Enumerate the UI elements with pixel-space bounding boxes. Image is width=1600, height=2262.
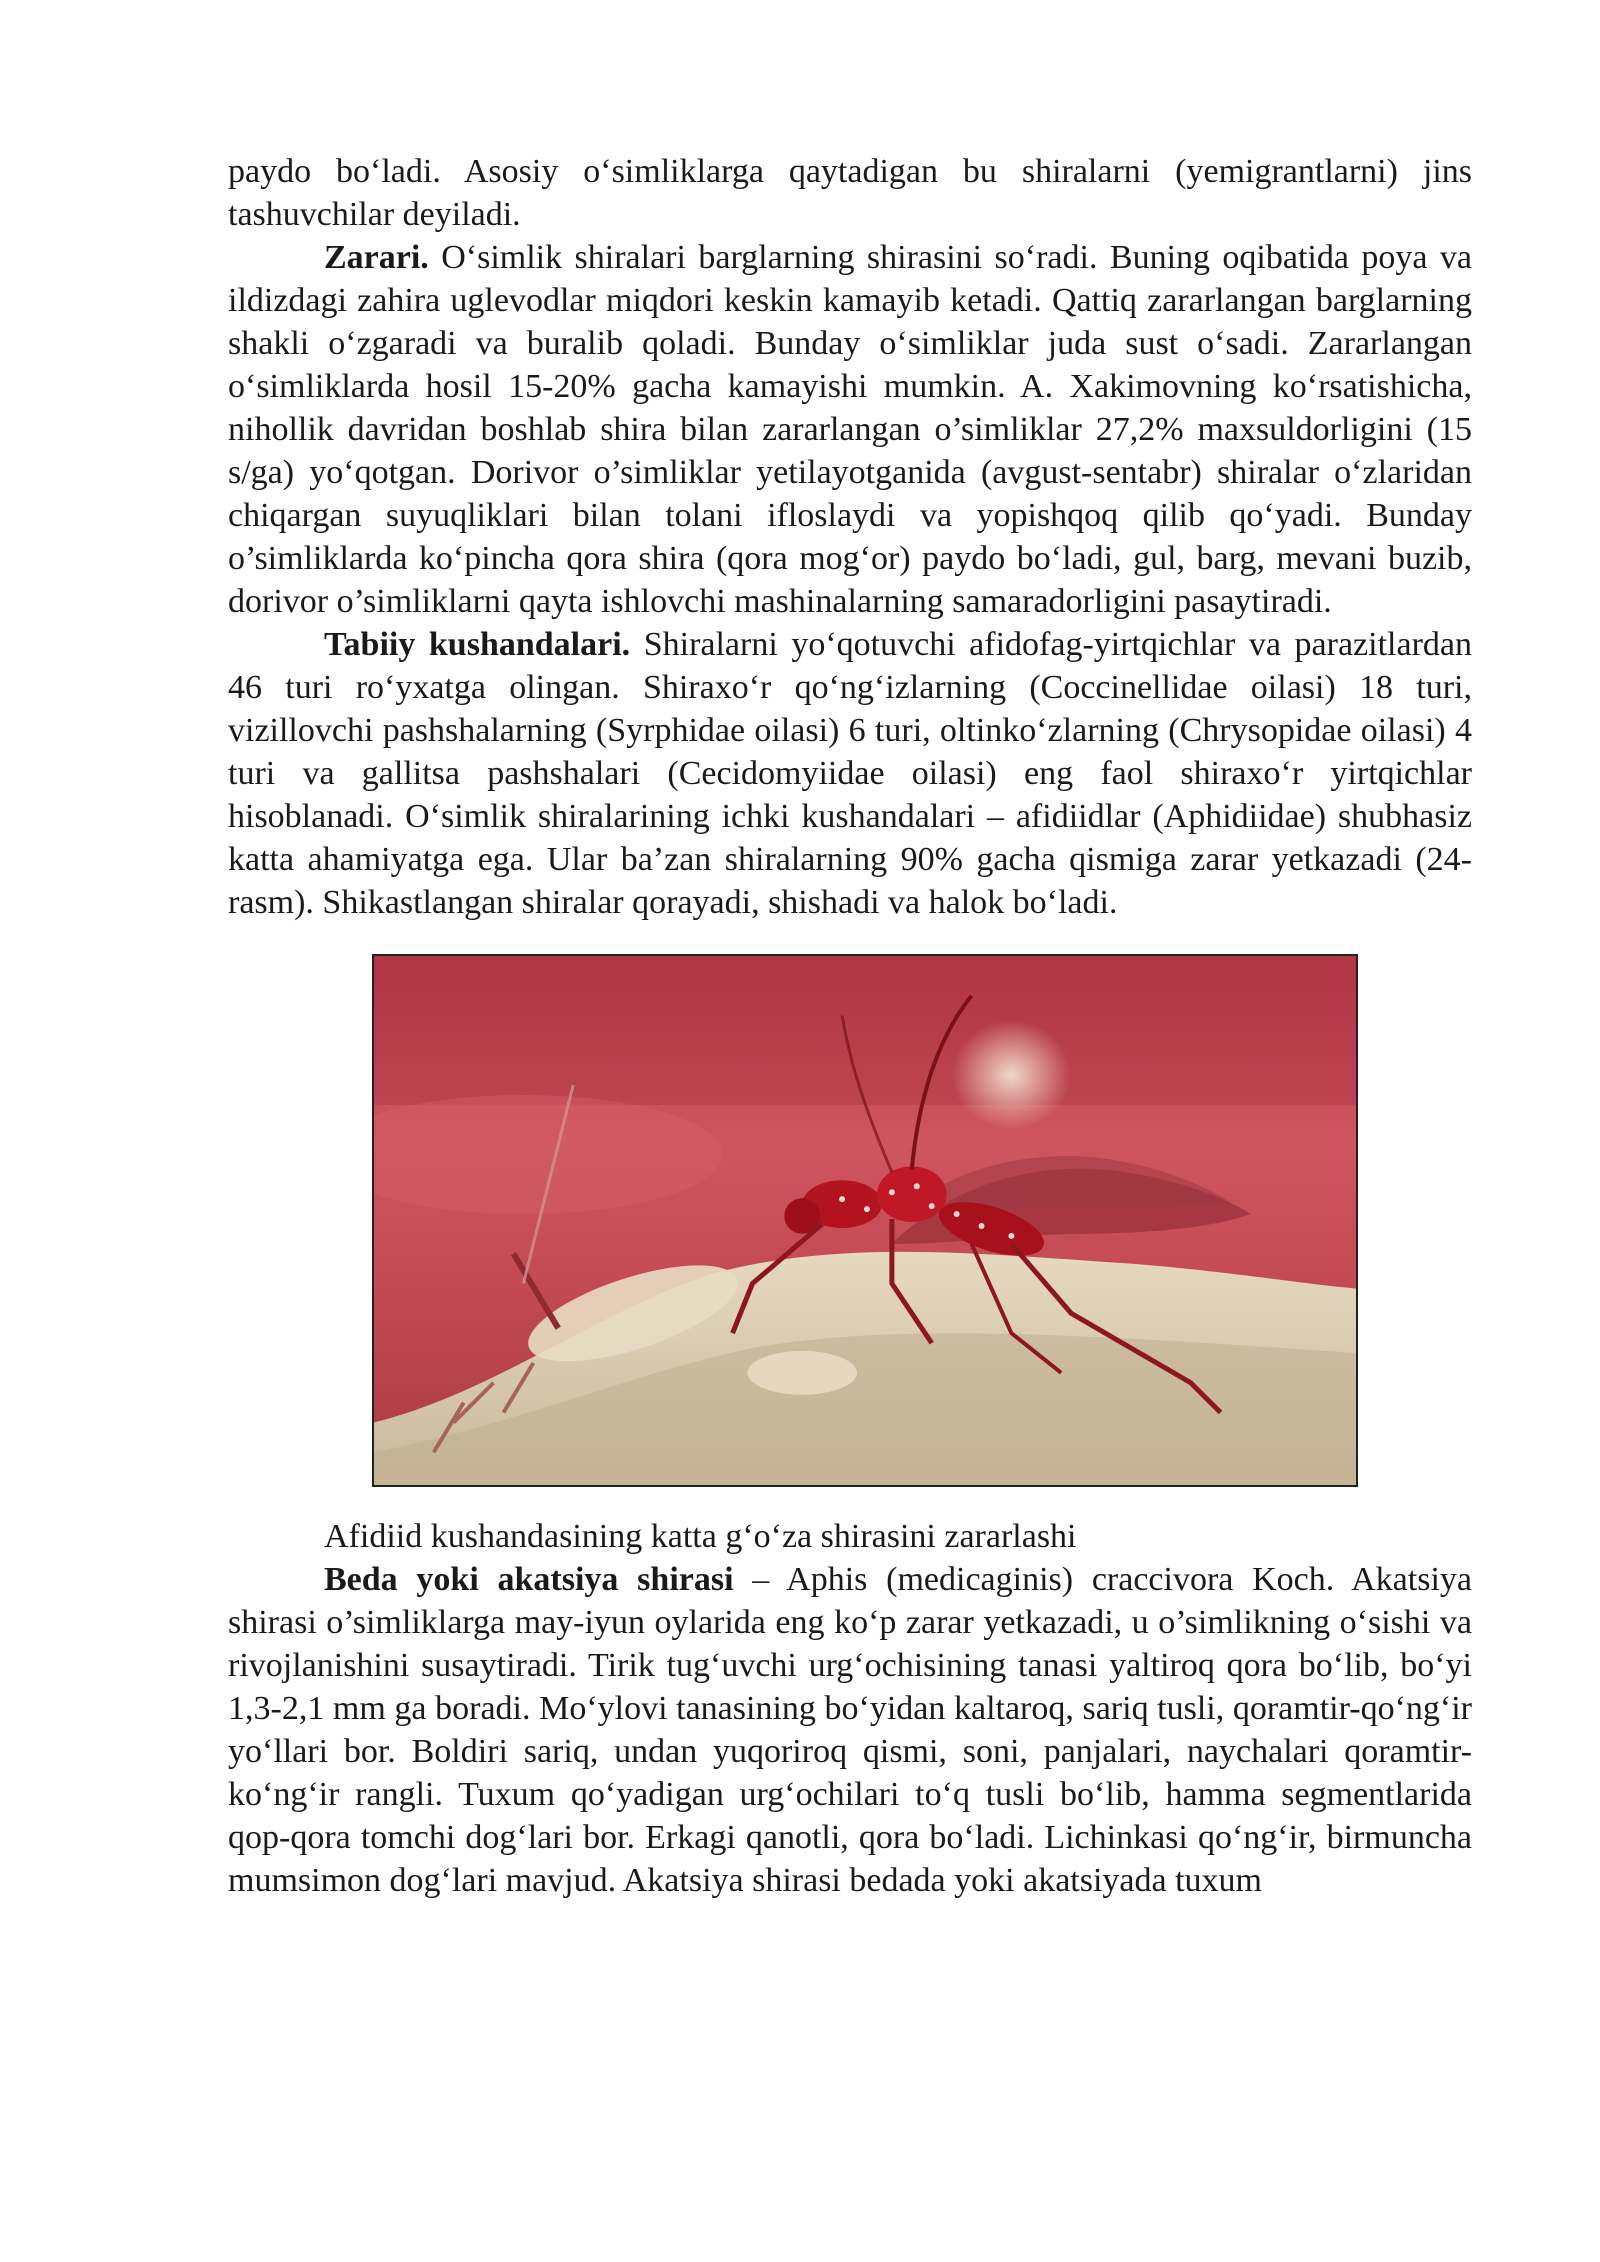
paragraph-beda-shirasi bbox=[228, 1558, 1472, 1902]
heading-zarari: Zarari. bbox=[324, 239, 429, 276]
paragraph-intro: paydo bo‘ladi. Asosiy o‘simliklarga qaytadigan bu shiralarni (yemigrantlarni) jins tashuvchilar deyiladi. bbox=[228, 153, 1472, 233]
heading-tabiiy-kushandalari: Tabiiy kushandalari. bbox=[324, 626, 631, 663]
figure-caption: Afidiid kushandasining katta g‘o‘za shirasini zararlashi bbox=[324, 1518, 1077, 1555]
heading-beda-shirasi: Beda yoki akatsiya shirasi bbox=[324, 1561, 734, 1598]
paragraph-tabiiy-kushandalari bbox=[228, 623, 1472, 924]
wasp-on-aphid-photo bbox=[374, 956, 1356, 1485]
text-beda-shirasi: – Aphis (medicaginis) craccivora Koch. Akatsiya shirasi o’simliklarga may-iyun oylarida eng ko‘p zarar yetkazadi, u o’simlikning o‘sishi va rivojlanishini susaytiradi. Tirik tug‘uvchi urg‘ochisining tanasi yaltiroq qora bo‘lib, bo‘yi 1,3-2,1 mm ga boradi. Mo‘ylovi tanasining bo‘yidan kaltaroq, sariq tusli, qoramtir-qo‘ng‘ir yo‘llari bor. Boldiri sariq, undan yuqoriroq qismi, soni, panjalari, naychalari qoramtir-ko‘ng‘ir rangli. Tuxum qo‘yadigan urg‘ochilari to‘q tusli bo‘lib, hamma segmentlarida qop-qora tomchi dog‘lari bor. Erkagi qanotli, qora bo‘ladi. Lichinkasi qo‘ng‘ir, birmuncha mumsimon dog‘lari mavjud. Akatsiya shirasi bedada yoki akatsiyada tuxum bbox=[228, 1561, 1472, 1899]
document-page bbox=[228, 150, 1472, 1902]
paragraph-zarari bbox=[228, 236, 1472, 623]
text-tabiiy-kushandalari: Shiralarni yo‘qotuvchi afidofag-yirtqichlar va parazitlardan 46 turi ro‘yxatga olingan. Shiraxo‘r qo‘ng‘izlarning (Coccinellidae oilasi) 18 turi, vizillovchi pashshalarning (Syrphidae oilasi) 6 turi, oltinko‘zlarning (Chrysopidae oilasi) 4 turi va gallitsa pashshalari (Cecidomyiidae oilasi) eng faol shiraxo‘r yirtqichlar hisoblanadi. O‘simlik shiralarining ichki kushandalari – afidiidlar (Aphidiidae) shubhasiz katta ahamiyatga ega. Ular ba’zan shiralarning 90% gacha qismiga zarar yetkazadi (24- rasm). Shikastlangan shiralar qorayadi, shishadi va halok bo‘ladi. bbox=[228, 626, 1472, 921]
text-zarari: O‘simlik shiralari barglarning shirasini so‘radi. Buning oqibatida poya va ildizdagi zahira uglevodlar miqdori keskin kamayib ketadi. Qattiq zararlangan barglarning shakli o‘zgaradi va buralib qoladi. Bunday o‘simliklar juda sust o‘sadi. Zararlangan o‘simliklarda hosil 15-20% gacha kamayishi mumkin. A. Xakimovning ko‘rsatishicha, nihollik davridan boshlab shira bilan zararlangan o’simliklar 27,2% maxsuldorligini (15 s/ga) yo‘qotgan. Dorivor o’simliklar yetilayotganida (avgust-sentabr) shiralar o‘zlaridan chiqargan suyuqliklari bilan tolani ifloslaydi va yopishqoq qilib qo‘yadi. Bunday o’simliklarda ko‘pincha qora shira (qora mog‘or) paydo bo‘ladi, gul, barg, mevani buzib, dorivor o’simliklarni qayta ishlovchi mashinalarning samaradorligini pasaytiradi. bbox=[228, 239, 1472, 620]
figure-photo bbox=[372, 954, 1358, 1487]
